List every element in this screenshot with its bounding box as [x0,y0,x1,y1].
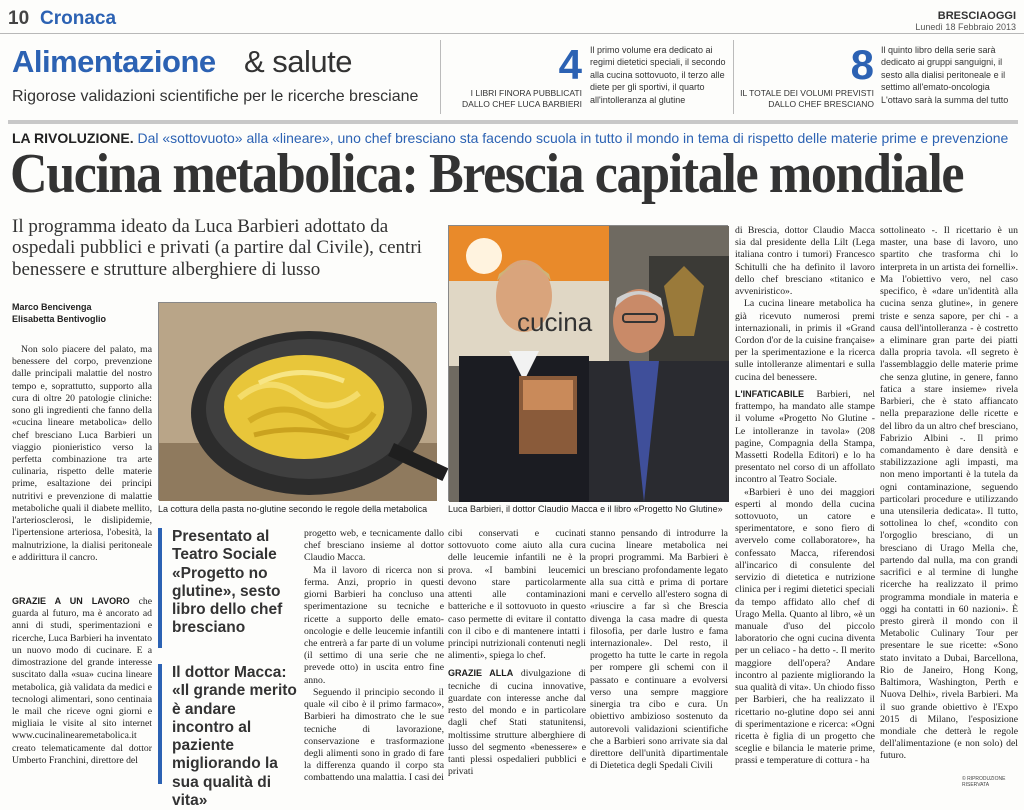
author-name: Elisabetta Bentivoglio [12,313,107,324]
article-column-4 [590,528,728,786]
pasta-pan-image [159,303,437,501]
section-name: Cronaca [40,8,117,29]
body-paragraph: Seguendo il principio secondo il quale «il cibo è il primo farmaco», Barbieri ha dimostrato che le sue tecniche di lavorazione, conservazione e trasformazione degli alimenti sono in grado di fare la differenza quando il corpo sta combattendo una malattia. I casi dei [304,686,444,784]
article-column-2 [304,528,444,786]
photo-pasta [158,302,436,500]
stat-caption: IL TOTALE DEI VOLUMI PREVISTI DALLO CHEF BRESCIANO [740,88,874,109]
pull-quote-box-2: Il dottor Macca: «Il grande merito è andare incontro al paziente migliorando la sua qualità di vita» [158,664,300,784]
body-paragraph: che guarda al futuro, ma è ancorato ad anni di studi, sperimentazioni e ricerche, Luca Barbieri ha inventato un nuovo modo di cucinare. E a dimostrazione del grande interesse suscitato dalla «sua» cucina lineare metabolica, già validata da medici e tecnologi alimentari, sono centinaia le mail che riceve ogni giorni e migliaia le visite al sito internet www.cucinalinearemetabolica.it creato telematicamente dal dottor Umberto Franchini, direttore del [12,596,153,766]
paragraph-lead: L'INFATICABILE [735,388,804,399]
stat-text: Il primo volume era dedicato ai regimi dietetici speciali, il secondo alla cucina sottovuoto, il terzo alle diete per gli sportivi, il quarto all'intolleranza al glutine [590,45,726,105]
byline [12,302,152,325]
stat-number: 4 [558,41,582,88]
stat-block-1 [448,41,582,109]
subheadline: Il programma ideato da Luca Barbieri adottato da ospedali pubblici e privati (a partire dal Civile), centri benessere e strutture alberghiere di lusso [12,216,422,280]
copyright-notice: © RIPRODUZIONE RISERVATA [962,776,1006,788]
article-column-1b [12,596,152,786]
banner-subtitle: Rigorose validazioni scientifiche per le ricerche bresciane [12,88,419,105]
photo-pasta-caption: La cottura della pasta no-glutine secondo le regole della metabolica [158,504,428,514]
banner-rule [8,120,1018,124]
photo-sign-text: cucina [517,307,593,337]
body-paragraph: cibi conservati e cucinati sottovuoto come aiuto alla cura delle leucemie infantili ne è la prova. «I bambini leucemici devono stare particolarmente attenti alle contaminazioni batteriche e il sottovuoto in questo caso permette di evitare il contatto con il cibo e di mantenere intatti i principi nutrizionali contenuti negli alimenti», spiega lo chef. [448,528,586,662]
pull-quote-box-1: Presentato al Teatro Sociale «Progetto no glutine», sesto libro dello chef bresciano [158,528,300,648]
stat-block-2 [740,41,874,109]
banner-divider [440,40,441,114]
article-column-5 [735,225,875,786]
headline: Cucina metabolica: Brescia capitale mondiale [10,143,964,205]
paragraph-lead: GRAZIE A UN LAVORO [12,596,130,606]
stat-number: 8 [850,41,874,88]
article-column-6 [880,225,1018,773]
author-name: Marco Bencivenga [12,302,92,312]
body-paragraph: sottolineato -. Il ricettario è un master, una base di lavoro, uno spartito che trasforma chi lo interpreta in un artista dei fornelli». Ma l'obiettivo vero, nel caso specifico, è «dare un'identità alla cucina senza glutine», in genere triste e senza sapore, per chi - a causa dell'intolleranza - è costretto a eliminare gran parte dei piatti dalla propria tavola. «Il segreto è l'assemblaggio delle materie prime che senza glutine, in genere, fanno fatica a stare insieme» rivela Barbieri, che è stato affiancato nella preparazione delle ricette e del libro da un altro chef bresciano, Fabrizio Albini -. Il primo comandamento è dare densità e stabilizzazione agli impasti, ma non meno importanti è la tutela da ogni contaminazione, seguendo particolari procedure e utilizzando una utensileria dedicata». Il tutto, sottolinea lo chef, «condito con l'orgoglio bresciano, di un bresciano di Urago Mella che, partendo dal nulla, ma con grandi sacrifici e al termine di lunghe ricerche ha realizzato il primo programma mondiale in materia e oggi ha contatti in 60 nazioni». È presto girerà il mondo con il Metabolic Culinary Tour per presentare le sue ricette: «Sono stato invitato a Dubai, Barcellona, Rio de Janeiro, Hong Kong, Baltimora, Washington, Perth e Nuova Delhi», rivela Barbieri. Ma il suo grande obiettivo è l'Expo 2015 di Milano, l'esposizione mondiale che detterà le regole dell'alimentazione (e non solo) del futuro. [880,225,1018,762]
top-divider [0,33,1024,34]
kicker-label: LA RIVOLUZIONE. [12,130,134,146]
paragraph-lead: GRAZIE ALLA [448,668,514,679]
body-paragraph: Ma il lavoro di ricerca non si ferma. Anzi, proprio in questi giorni Barbieri ha concluso una sperimentazione su tecniche e ricette a supporto delle emato-oncologie e delle leucemie infantili che entrerà a far parte di un volume (il settimo di una serie che ne prevede otto) in uscita entro fine anno. [304,564,444,686]
kicker-text: Dal «sottovuoto» alla «lineare», uno chef bresciano sta facendo scuola in tutto il mondo in tema di rispetto delle materie prime e prevenzione [137,130,1009,146]
body-paragraph: Non solo piacere del palato, ma benessere del corpo, prevenzione dalle principali malattie del nostro tempo e, soprattutto, supporto alla cura di oltre 20 patologie cliniche: sono gli ingredienti che fanno della «cucina lineare metabolica» dello chef bresciano Luca Barbieri un viaggio pionieristico verso la perfetta combinazione tra arte culinaria, rispetto delle materie prime, esaltazione dei principi nutritivi e prevenzione di malattie metaboliche quali il diabete mellito, l'arteriosclerosi, le dislipidemie, l'ipertensione arteriosa, l'obesità, la malnutrizione, la dialisi peritoneale e addirittura il cancro. [12,344,152,563]
body-paragraph: divulgazione di tecniche di cucina innovative, guardate con interesse anche dal resto del mondo e in particolare dagli chef Stati statunitensi, moltissime strutture alberghiere di lusso del segmento «benessere» e tanti plessi ospedalieri pubblici e privati [448,668,586,778]
photo-people [448,225,728,501]
page-number: 10 [8,8,30,29]
body-paragraph: progetto web, e tecnicamente dallo chef bresciano insieme al dottor Claudio Macca. [304,528,444,564]
banner-title: Alimentazione [12,44,216,79]
stat-caption: I LIBRI FINORA PUBBLICATI DALLO CHEF LUCA BARBIERI [462,88,582,109]
photo-people-caption: Luca Barbieri, il dottor Claudio Macca e il libro «Progetto No Glutine» [448,504,723,514]
body-paragraph: stanno pensando di introdurre la cucina lineare metabolica nei propri programmi. Ma Barbieri è un bresciano profondamente legato alla sua città e prima di portare mani e cervello all'estero sogna di «riuscire a far sì che Brescia divenga la casa madre di questa filosofia, per darle lustro e fama internazionale». Del resto, il progetto ha tutte le carte in regola per rompere gli schemi con il passato e continuare a evolversi verso una sempre maggiore sinergia tra cibo e cura. Un obiettivo ambizioso sostenuto da autorevoli validazioni scientifiche che a Barbieri sono arrivate sia dal direttore dell'unità dipartimentale di Dietetica degli Spedali Civili [590,528,728,772]
people-image [449,226,729,502]
publication-name: BRESCIAOGGI [937,10,1016,22]
body-paragraph: La cucina lineare metabolica ha già ricevuto numerosi premi internazionali, in primis il «Grand Cordon d'or de la cuisine française» per la sperimentazione e la ricerca sulle intolleranze alimentari e sulla cucina del benessere. [735,298,875,383]
stat-text: Il quinto libro della serie sarà dedicato ai gruppi sanguigni, il sesto alla dialisi peritoneale e il settimo all'emato-oncologia L'ottavo sarà la summa del tutto [881,45,1009,105]
banner-divider [733,40,734,114]
body-paragraph: «Barbieri è uno dei maggiori esperti al mondo della cucina sottovuoto, un catore e sperimentatore, e sono fiero di avervelo come collaboratore», ha confessato Macca, riferendosi all'incarico di consulente del servizio di dietetica e nutrizione clinica per i regimi dietetici speciali da tempo affidato allo chef di Urago Mella. Quanto al libro, «è un manuale d'uso del piccolo laboratorio che ogni cucina diventa per un celiaco - ha detto -. Il merito maggiore dell'opera? Andare incontro al paziente migliorando la sua qualità di vita». Un chiodo fisso per Barbieri, che ha realizzato il ricettario no-glutine dopo sei anni di sperimentazione e ricerca: «Ogni ricetta è figlia di un progetto che sceglie e bilancia le materie prime, prassi e temperature di cottura - ha [735,486,875,767]
article-column-1 [12,344,152,594]
banner-title-rest: & salute [244,44,353,79]
publication-date: Lunedì 18 Febbraio 2013 [915,22,1016,32]
body-paragraph: di Brescia, dottor Claudio Macca sia dal presidente della Lilt (Lega italiana contro i tumori) Francesco Schitulli che ha definito il lavoro dello chef bresciano «titanico e avveniristico». [735,225,875,298]
body-paragraph: Barbieri, nel frattempo, ha mandato alle stampe il volume «Progetto No Glutine - Le intolleranze in tavola» (208 pagine, Compagnia della Stampa, Massetti Rodella Editori) e lo ha presentato nel corso di un affollato incontro al Teatro Sociale. [735,388,875,486]
article-column-3 [448,528,586,786]
